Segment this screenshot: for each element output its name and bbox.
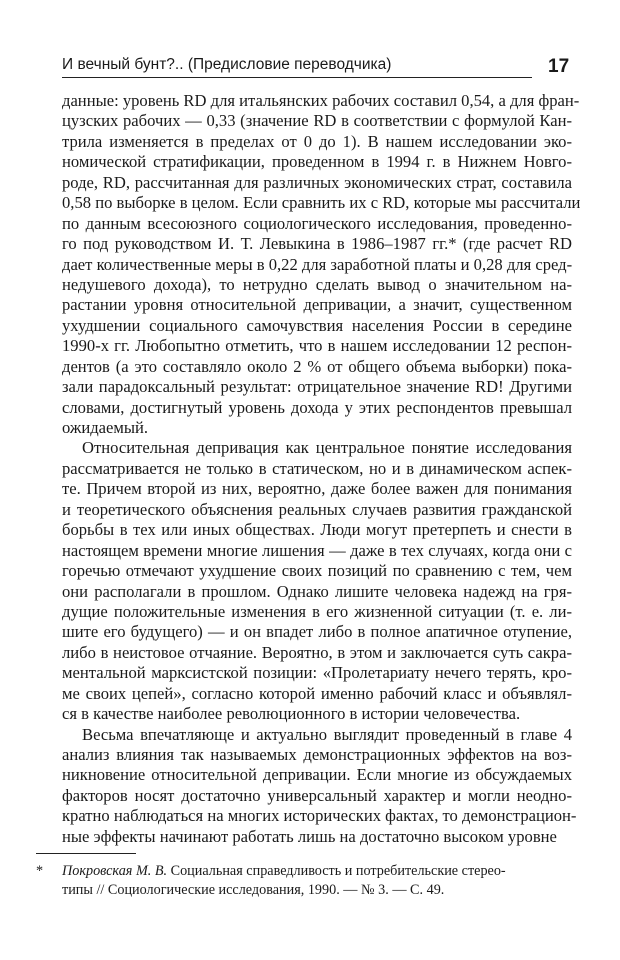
text-line: 0,58 по выборке в целом. Если сравнить их с RD, которые мы рассчитали [62, 193, 581, 213]
text-line: либо в неистовое отчаяние. Вероятно, в этом и заключается суть сакра- [62, 642, 572, 662]
text-line: никновение относительной депривации. Если многие из обсуждаемых [62, 765, 572, 785]
page-number: 17 [548, 56, 570, 77]
text-line: рассматривается не только в статическом, но и в динамическом аспек- [62, 458, 572, 478]
text-line: кратно наблюдаться на многих исторических фактах, то демонстрацион- [62, 806, 577, 826]
text-line: дентов (а это составляло около 2 % от общего объема выборки) пока- [62, 356, 572, 376]
text-line: по данным всесоюзного социологического исследования, проведенно- [62, 213, 572, 233]
text-line: горечью отмечают ухудшение своих позиций по сравнению с тем, чем [62, 561, 572, 581]
text-line: цузских рабочих — 0,33 (значение RD в соответствии с формулой Кан- [62, 111, 572, 131]
footnote-author: Покровская М. В. [62, 863, 168, 879]
text-line: зали парадоксальный результат: отрицательное значение RD! Другими [62, 377, 572, 397]
text-line: настоящем времени многие лишения — даже в тех случаях, когда они с [62, 540, 572, 560]
footnote-marker: * [36, 863, 44, 879]
paragraph [62, 91, 581, 438]
paragraph [62, 438, 572, 724]
text-line: и теоретического объяснения реальных случаев развития гражданской [62, 499, 572, 519]
text-line: словами, достигнутый уровень дохода у этих респондентов превышал [62, 397, 572, 417]
text-line: шите его будущего) — и он впадет либо в полное апатичное отупение, [62, 622, 572, 642]
text-line: дущие положительные изменения в его жизненной ситуации (т. е. ли- [62, 601, 572, 621]
text-line: ожидаемый. [62, 418, 149, 437]
paragraph [62, 724, 577, 848]
body-text [62, 91, 581, 847]
text-line: 1990-х гг. Любопытно отметить, что в нашем исследовании 12 респон- [62, 336, 572, 356]
text-line: роде, RD, рассчитанная для различных экономических страт, составила [62, 172, 572, 192]
text-line: недушевого дохода), то нетрудно сделать вывод о значительном на- [62, 274, 572, 294]
text-line: они располагали в прошлом. Однако лишите человека надежд на гря- [62, 581, 572, 601]
footnote [36, 862, 556, 900]
text-line: ментальной марксистской позиции: «Пролетариату нечего терять, кро- [62, 663, 572, 683]
text-line: Относительная депривация как центральное понятие исследования [82, 438, 572, 458]
text-line: трила изменяется в пределах от 0 до 1). В нашем исследовании эко- [62, 131, 572, 151]
text-line: ме своих цепей», согласно которой именно рабочий класс и объявлял- [62, 683, 572, 703]
text-line: борьбы в тех или иных обществах. Люди могут претерпеть и снести в [62, 520, 572, 540]
text-line: го под руководством И. Т. Левыкина в 1986–1987 гг.* (где расчет RD [62, 234, 572, 254]
text-line: анализ влияния так называемых демонстрационных эффектов на воз- [62, 745, 572, 764]
text-line: те. Причем второй из них, вероятно, даже более важен для понимания [62, 479, 572, 499]
footnote-text: Социальная справедливость и потребительские стерео- [170, 863, 506, 879]
text-line: дает количественные меры в 0,22 для заработной платы и 0,28 для сред- [62, 254, 573, 274]
running-header: И вечный бунт?.. (Предисловие переводчика) [62, 56, 532, 78]
text-line: ные эффекты начинают работать лишь на достаточно высоком уровне [62, 826, 557, 846]
footnote-divider [36, 853, 136, 854]
text-line: ся в качестве наиболее революционного в истории человечества. [62, 704, 521, 724]
text-line: данные: уровень RD для итальянских рабочих составил 0,54, а для фран- [62, 91, 580, 110]
text-line: факторов носят достаточно универсальный характер и могли неодно- [62, 785, 572, 805]
text-line: Весьма впечатляюще и актуально выглядит проведенный в главе 4 [82, 724, 572, 744]
text-line: растании уровня относительной депривации, а значит, существенном [62, 295, 572, 315]
text-line: ухудшении социального самочувствия населения России в середине [62, 315, 572, 335]
text-line: номической стратификации, проведенном в 1994 г. в Нижнем Новго- [62, 152, 572, 172]
footnote-text-line2: типы // Социологические исследования, 1990. — № 3. — С. 49. [62, 882, 445, 898]
